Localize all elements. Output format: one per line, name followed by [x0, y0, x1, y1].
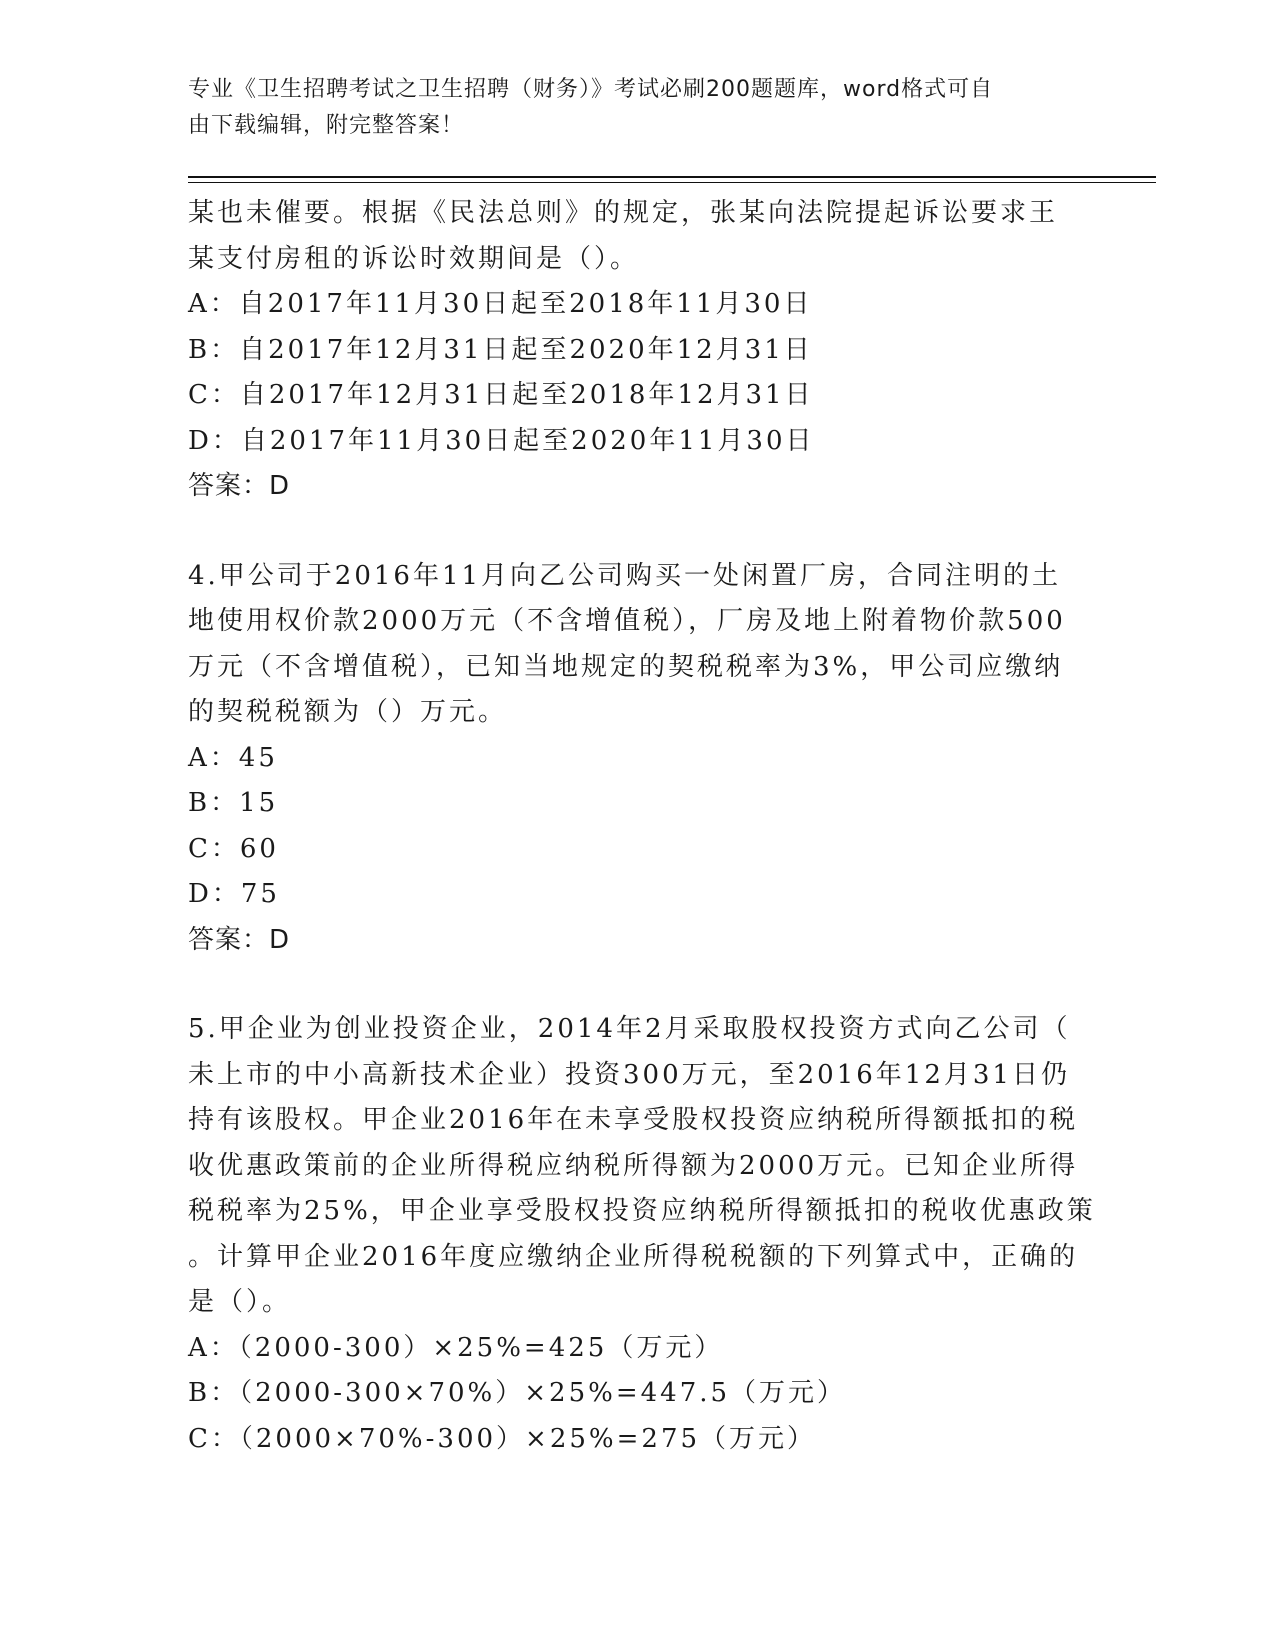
option-b: B：15	[188, 788, 279, 818]
question-stem-line: 未上市的中小高新技术企业）投资300万元，至2016年12月31日仍	[188, 1059, 1070, 1090]
question-stem-line: 地使用权价款2000万元（不含增值税），厂房及地上附着物价款500	[188, 606, 1066, 636]
answer-label: 答案：D	[188, 471, 291, 501]
question-stem-line: 税税率为25%，甲企业享受股权投资应纳税所得额抵扣的税收优惠政策	[188, 1196, 1096, 1226]
header-divider-thick	[188, 176, 1156, 178]
question-stem-line: 某也未催要。根据《民法总则》的规定，张某向法院提起诉讼要求王	[188, 198, 1059, 228]
question-stem-line: 5.甲企业为创业投资企业，2014年2月采取股权投资方式向乙公司（	[188, 1014, 1071, 1044]
page-header	[188, 72, 1068, 144]
option-d: D：自2017年11月30日起至2020年11月30日	[188, 425, 815, 456]
option-c: C：自2017年12月31日起至2018年12月31日	[188, 380, 814, 410]
question-stem-line: 。计算甲企业2016年度应缴纳企业所得税税额的下列算式中，正确的	[188, 1241, 1079, 1272]
option-d: D：75	[188, 879, 280, 909]
answer-label: 答案：D	[188, 924, 291, 955]
question-stem-line: 某支付房租的诉讼时效期间是（）。	[188, 243, 640, 274]
option-b: B：（2000-300×70%）×25%=447.5（万元）	[188, 1378, 847, 1408]
question-body	[188, 191, 1096, 1462]
option-b: B：自2017年12月31日起至2020年12月31日	[188, 334, 813, 365]
option-a: A：自2017年11月30日起至2018年11月30日	[188, 289, 813, 319]
question-spacer	[188, 510, 1088, 554]
question-spacer	[188, 963, 1088, 1007]
header-divider-thin	[188, 182, 1156, 183]
question-3	[188, 191, 1088, 510]
question-4	[188, 554, 1088, 964]
question-stem-line: 万元（不含增值税），已知当地规定的契税税率为3%，甲公司应缴纳	[188, 651, 1064, 682]
option-a: A：（2000-300）×25%=425（万元）	[188, 1332, 724, 1363]
header-title-line-1: 专业《卫生招聘考试之卫生招聘（财务）》考试必刷200题题库，word格式可自	[188, 77, 994, 102]
header-title-line-2: 由下载编辑，附完整答案！	[188, 113, 465, 138]
question-stem-line: 4.甲公司于2016年11月向乙公司购买一处闲置厂房，合同注明的土	[188, 560, 1062, 591]
question-stem-line: 持有该股权。甲企业2016年在未享受股权投资应纳税所得额抵扣的税	[188, 1105, 1079, 1135]
option-c: C：（2000×70%-300）×25%=275（万元）	[188, 1423, 817, 1454]
option-a: A：45	[188, 742, 278, 773]
question-stem-line: 的契税税额为（）万元。	[188, 697, 508, 727]
question-stem-line: 收优惠政策前的企业所得税应纳税所得额为2000万元。已知企业所得	[188, 1150, 1079, 1181]
question-stem-line: 是（）。	[188, 1287, 292, 1317]
option-c: C：60	[188, 833, 279, 864]
question-5	[188, 1007, 1096, 1462]
